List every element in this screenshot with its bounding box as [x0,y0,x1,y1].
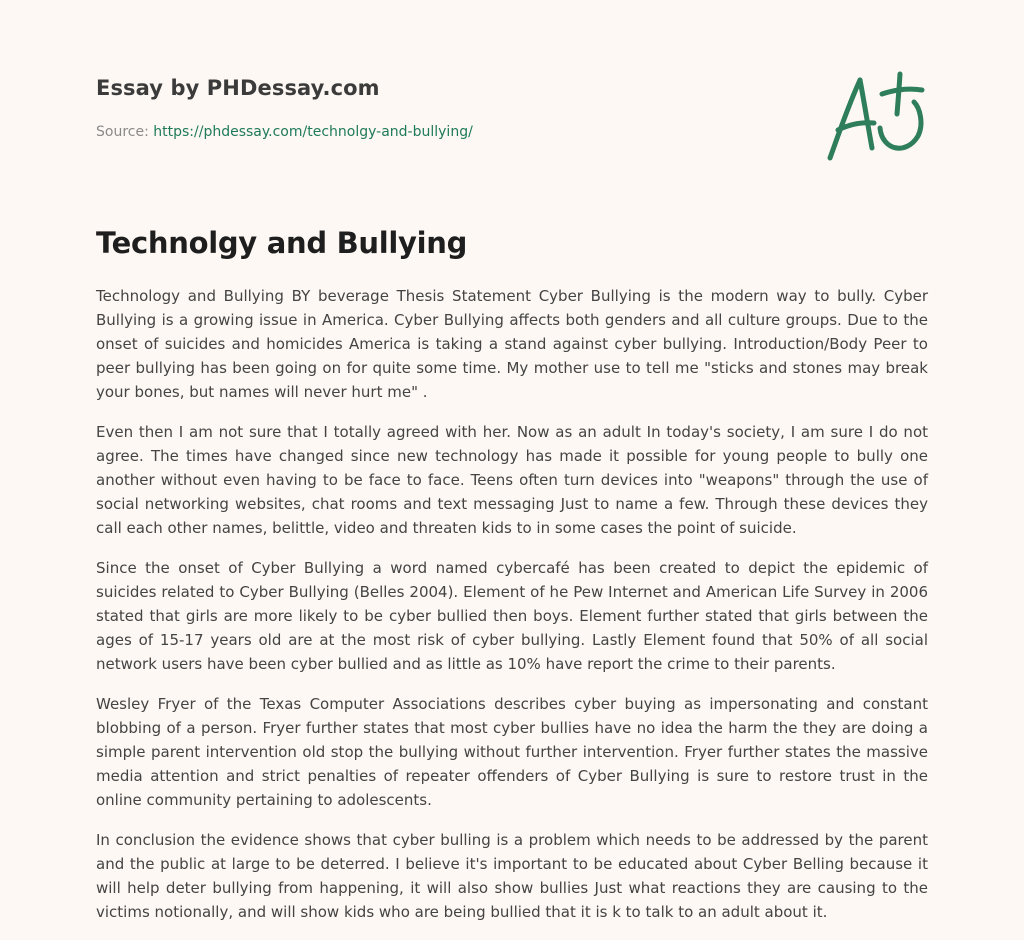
source-line [96,124,473,140]
site-title: Essay by PHDessay.com [96,76,380,100]
a-plus-grade-icon [820,66,930,166]
source-link[interactable]: https://phdessay.com/technolgy-and-bullying/ [153,124,473,140]
essay-paragraph: Wesley Fryer of the Texas Computer Associations describes cyber buying as impersonating and constant blobbing of a person. Fryer further states that most cyber bullies have no idea the harm the they are doing a simple parent intervention old stop the bullying without further intervention. Fryer further states the massive media attention and strict penalties of repeater offenders of Cyber Bullying is sure to restore trust in the online community pertaining to adolescents. [96,695,928,809]
essay-paragraph: Even then I am not sure that I totally agreed with her. Now as an adult In today's society, I am sure I do not agree. The times have changed since new technology has made it possible for young people to bully one another without even having to be face to face. Teens often turn devices into "weapons" through the use of social networking websites, chat rooms and text messaging Just to name a few. Through these devices they call each other names, belittle, video and threaten kids to in some cases the point of suicide. [96,423,928,537]
source-label: Source: [96,124,154,140]
essay-paragraph: Technology and Bullying BY beverage Thesis Statement Cyber Bullying is the modern way to bully. Cyber Bullying is a growing issue in America. Cyber Bullying affects both genders and all culture groups. Due to the onset of suicides and homicides America is taking a stand against cyber bullying. Introduction/Body Peer to peer bullying has been going on for quite some time. My mother use to tell me "sticks and stones may break your bones, but names will never hurt me" . [96,287,928,401]
essay-paragraph: In conclusion the evidence shows that cyber bulling is a problem which needs to be addressed by the parent and the public at large to be deterred. I believe it's important to be educated about Cyber Belling because it will help deter bullying from happening, it will also show bullies Just what reactions they are causing to the victims notionally, and will show kids who are being bullied that it is k to talk to an adult about it. [96,831,928,921]
essay-body [96,284,928,940]
essay-title: Technolgy and Bullying [96,226,468,260]
essay-paragraph: Since the onset of Cyber Bullying a word named cybercafé has been created to depict the epidemic of suicides related to Cyber Bullying (Belles 2004). Element of he Pew Internet and American Life Survey in 2006 stated that girls are more likely to be cyber bullied then boys. Element further stated that girls between the ages of 15-17 years old are at the most risk of cyber bullying. Lastly Element found that 50% of all social network users have been cyber bullied and as little as 10% have report the crime to their parents. [96,559,928,673]
